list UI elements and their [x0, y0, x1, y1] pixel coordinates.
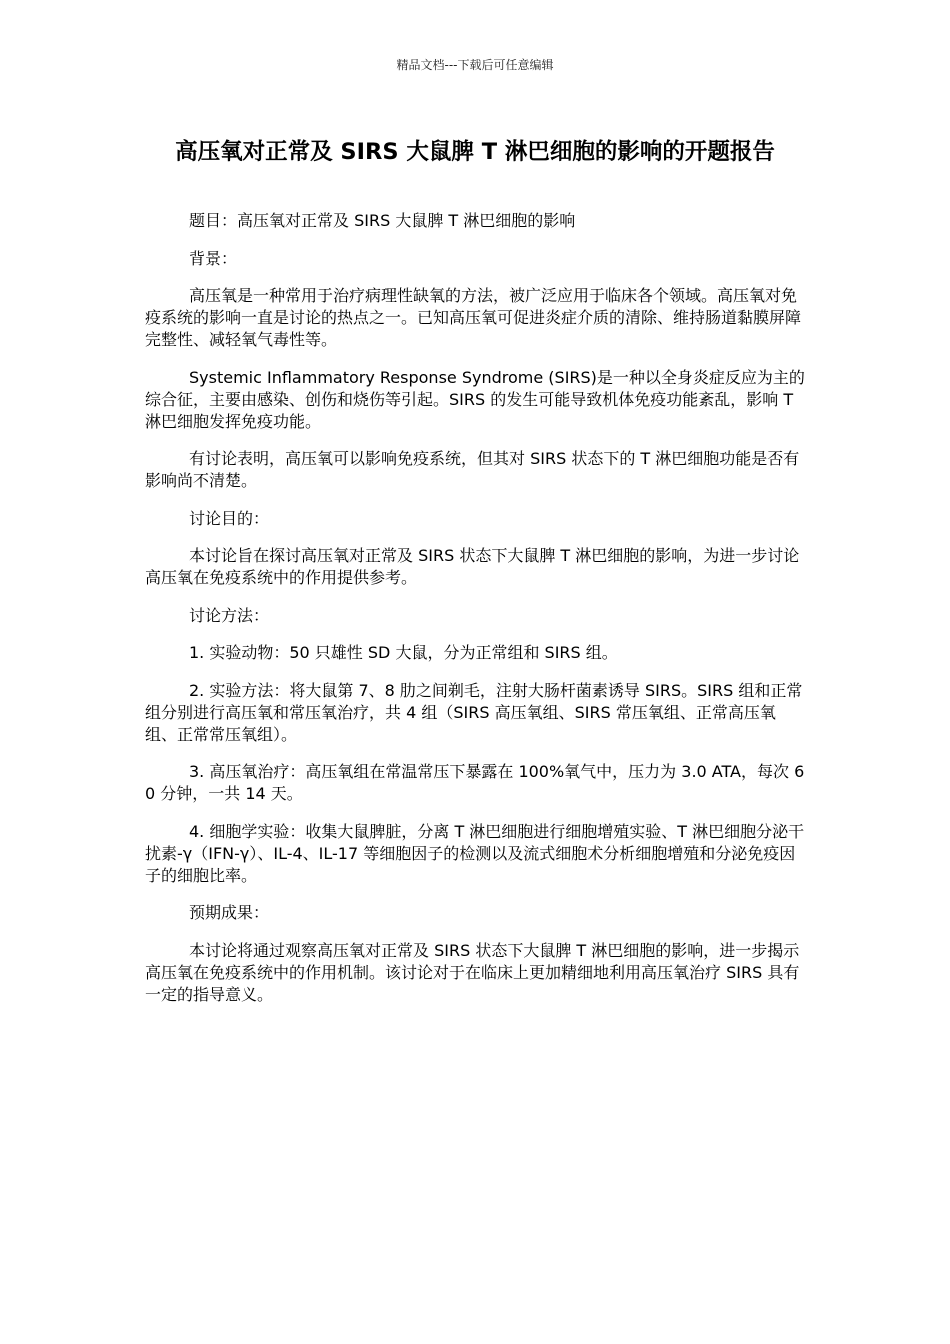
page-header-watermark: 精品文档---下载后可任意编辑: [396, 58, 554, 72]
background-paragraph-3: 有讨论表明，高压氧可以影响免疫系统，但其对 SIRS 状态下的 T 淋巴细胞功能是否有影响尚不清楚。: [145, 449, 800, 490]
background-paragraph-1: 高压氧是一种常用于治疗病理性缺氧的方法，被广泛应用于临床各个领域。高压氧对免疫系统的影响一直是讨论的热点之一。已知高压氧可促进炎症介质的清除、维持肠道黏膜屏障完整性、减轻氧气毒性等。: [145, 286, 802, 349]
background-paragraph-2: Systemic Inflammatory Response Syndrome (SIRS)是一种以全身炎症反应为主的综合征，主要由感染、创伤和烧伤等引起。SIRS 的发生可能导致机体免疫功能紊乱，影响 T 淋巴细胞发挥免疫功能。: [145, 367, 805, 431]
method-item-2: 2. 实验方法：将大鼠第 7、8 肋之间剃毛，注射大肠杆菌素诱导 SIRS。SIRS 组和正常组分别进行高压氧和常压氧治疗，共 4 组（SIRS 高压氧组、SIRS 常压氧组、正常高压氧组、正常常压氧组）。: [145, 680, 803, 744]
section-heading-purpose: 讨论目的：: [189, 508, 270, 528]
method-item-4: 4. 细胞学实验：收集大鼠脾脏，分离 T 淋巴细胞进行细胞增殖实验、T 淋巴细胞分泌干扰素-γ（IFN-γ）、IL-4、IL-17 等细胞因子的检测以及流式细胞术分析细胞增殖和分泌免疫因子的细胞比率。: [145, 821, 805, 885]
section-heading-expected-results: 预期成果：: [189, 903, 270, 922]
expected-results-paragraph: 本讨论将通过观察高压氧对正常及 SIRS 状态下大鼠脾 T 淋巴细胞的影响，进一步揭示高压氧在免疫系统中的作用机制。该讨论对于在临床上更加精细地利用高压氧治疗 SIRS 具有一定的指导意义。: [145, 940, 800, 1004]
method-item-1: 1. 实验动物：50 只雄性 SD 大鼠，分为正常组和 SIRS 组。: [189, 643, 618, 662]
section-heading-methods: 讨论方法：: [189, 605, 270, 625]
section-heading-background: 背景：: [189, 248, 238, 268]
document-title: 高压氧对正常及 SIRS 大鼠脾 T 淋巴细胞的影响的开题报告: [175, 139, 775, 165]
topic-line: 题目：高压氧对正常及 SIRS 大鼠脾 T 淋巴细胞的影响: [189, 211, 576, 230]
document-body: [145, 210, 805, 1021]
method-item-3: 3. 高压氧治疗：高压氧组在常温常压下暴露在 100%氧气中，压力为 3.0 ATA，每次 60 分钟，一共 14 天。: [145, 762, 805, 803]
purpose-paragraph: 本讨论旨在探讨高压氧对正常及 SIRS 状态下大鼠脾 T 淋巴细胞的影响，为进一步讨论高压氧在免疫系统中的作用提供参考。: [145, 546, 800, 587]
